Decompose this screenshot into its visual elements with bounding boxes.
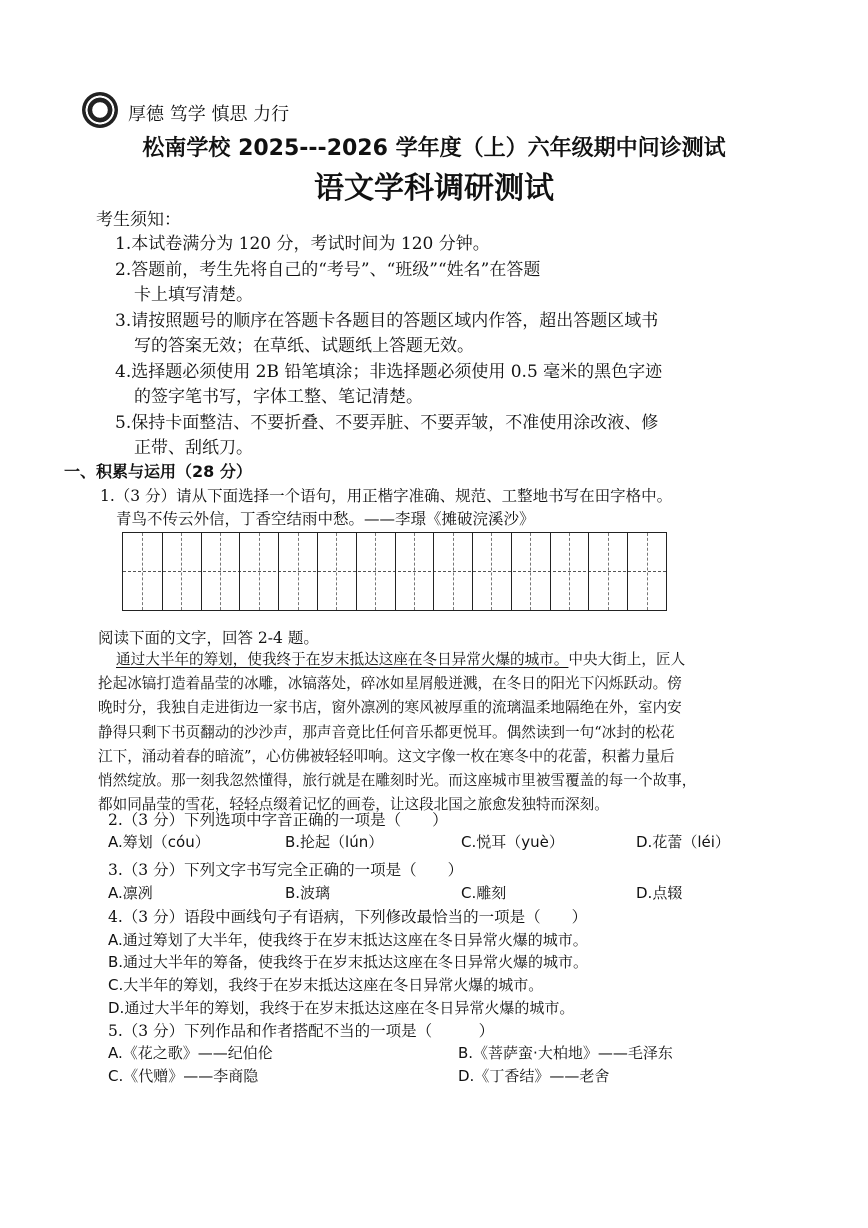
grid-cell-guide bbox=[220, 533, 221, 610]
reading-intro: 阅读下面的文字，回答 2-4 题。 bbox=[98, 629, 319, 647]
passage-line: 晚时分，我独自走进街边一家书店，窗外凛冽的寒风被厚重的流璃温柔地隔绝在外，室内安 bbox=[98, 699, 682, 717]
school-motto: 厚德 笃学 慎思 力行 bbox=[128, 104, 290, 125]
reading-passage bbox=[98, 648, 793, 817]
passage-line: 悄然绽放。那一刻我忽然懂得，旅行就是在雕刻时光。而这座城市里被雪覆盖的每一个故事， bbox=[98, 772, 697, 790]
q2-option-c[interactable]: C.悦耳（yuè） bbox=[461, 833, 564, 851]
question-1-stem: 1.（3 分）请从下面选择一个语句，用正楷字准确、规范、工整地书写在田字格中。 bbox=[100, 487, 673, 505]
notice-heading: 考生须知： bbox=[96, 210, 181, 230]
passage-line: 都如同晶莹的雪花，轻轻点缀着记忆的画卷，让这段北国之旅愈发独特而深刻。 bbox=[98, 796, 609, 814]
notice-line: 卡上填写清楚。 bbox=[134, 285, 253, 305]
q5-option-b[interactable]: B.《菩萨蛮·大柏地》——毛泽东 bbox=[458, 1044, 673, 1062]
notice-line: 正带、刮纸刀。 bbox=[134, 438, 253, 458]
question-3-stem: 3.（3 分）下列文字书写完全正确的一项是（ ） bbox=[108, 861, 464, 879]
question-2-stem: 2.（3 分）下列选项中字音正确的一项是（ ） bbox=[108, 811, 448, 829]
grid-cell-guide bbox=[453, 533, 454, 610]
school-logo bbox=[82, 92, 118, 128]
grid-cell-guide bbox=[142, 533, 143, 610]
grid-cell-guide bbox=[181, 533, 182, 610]
q3-option-d[interactable]: D.点辍 bbox=[636, 884, 683, 902]
q5-option-a[interactable]: A.《花之歌》——纪伯伦 bbox=[108, 1044, 273, 1062]
question-5-stem: 5.（3 分）下列作品和作者搭配不当的一项是（ ） bbox=[108, 1022, 495, 1040]
q2-option-b[interactable]: B.抡起（lún） bbox=[285, 833, 384, 851]
question-1-quote: 青鸟不传云外信，丁香空结雨中愁。——李璟《摊破浣溪沙》 bbox=[116, 510, 535, 528]
grid-cell-guide bbox=[259, 533, 260, 610]
q3-option-b[interactable]: B.波璃 bbox=[285, 884, 331, 902]
grid-cell-guide bbox=[375, 533, 376, 610]
notice-line: 3.请按照题号的顺序在答题卡各题目的答题区域内作答，超出答题区域书 bbox=[115, 311, 659, 331]
q4-option-b[interactable]: B.通过大半年的筹备，使我终于在岁末抵达这座在冬日异常火爆的城市。 bbox=[108, 953, 589, 971]
q5-option-c[interactable]: C.《代赠》——李商隐 bbox=[108, 1067, 259, 1085]
notice-line: 1.本试卷满分为 120 分，考试时间为 120 分钟。 bbox=[115, 234, 490, 254]
q5-option-d[interactable]: D.《丁香结》——老舍 bbox=[458, 1067, 610, 1085]
q3-option-c[interactable]: C.雕刻 bbox=[461, 884, 507, 902]
grid-cell-guide bbox=[569, 533, 570, 610]
notice-line: 5.保持卡面整洁、不要折叠、不要弄脏、不要弄皱，不准使用涂改液、修 bbox=[115, 413, 659, 433]
passage-line: 通过大半年的筹划，使我终于在岁末抵达这座在冬日异常火爆的城市。中央大街上，匠人 bbox=[98, 648, 793, 672]
notice-line: 4.选择题必须使用 2B 铅笔填涂；非选择题必须使用 0.5 毫米的黑色字迹 bbox=[115, 362, 663, 382]
underlined-sentence: 通过大半年的筹划，使我终于在岁末抵达这座在冬日异常火爆的城市。 bbox=[116, 651, 569, 668]
q4-option-c[interactable]: C.大半年的筹划，我终于在岁末抵达这座在冬日异常火爆的城市。 bbox=[108, 976, 544, 994]
grid-cell-guide bbox=[530, 533, 531, 610]
passage-line: 抡起冰镐打造着晶莹的冰雕，冰镐落处，碎冰如星屑般迸溅，在冬日的阳光下闪烁跃动。傍 bbox=[98, 675, 682, 693]
q2-option-a[interactable]: A.筹划（cóu） bbox=[108, 833, 210, 851]
q4-option-d[interactable]: D.通过大半年的筹划，我终于在岁末抵达这座在冬日异常火爆的城市。 bbox=[108, 999, 575, 1017]
q3-option-a[interactable]: A.凛冽 bbox=[108, 884, 153, 902]
grid-cell-guide bbox=[647, 533, 648, 610]
grid-cell-guide bbox=[298, 533, 299, 610]
writing-grid[interactable] bbox=[122, 532, 667, 611]
notice-line: 2.答题前，考生先将自己的“考号”、“班级”“姓名”在答题 bbox=[115, 260, 541, 280]
notice-line: 写的答案无效；在草纸、试题纸上答题无效。 bbox=[134, 336, 474, 356]
exam-title: 松南学校 2025---2026 学年度（上）六年级期中问诊测试 bbox=[142, 136, 726, 161]
section-heading: 一、积累与运用（28 分） bbox=[64, 462, 252, 481]
passage-line: 江下，涌动着春的暗流”，心仿佛被轻轻叩响。这文字像一枚在寒冬中的花蕾，积蓄力量后 bbox=[98, 747, 675, 765]
passage-line: 静得只剩下书页翻动的沙沙声，那声音竟比任何音乐都更悦耳。偶然读到一句“冰封的松花 bbox=[98, 723, 675, 741]
grid-cell-guide bbox=[491, 533, 492, 610]
q4-option-a[interactable]: A.通过筹划了大半年，使我终于在岁末抵达这座在冬日异常火爆的城市。 bbox=[108, 931, 588, 949]
notice-line: 的签字笔书写，字体工整、笔记清楚。 bbox=[134, 387, 423, 407]
q2-option-d[interactable]: D.花蕾（léi） bbox=[636, 833, 730, 851]
exam-subtitle: 语文学科调研测试 bbox=[314, 171, 554, 206]
grid-cell-guide bbox=[608, 533, 609, 610]
question-4-stem: 4.（3 分）语段中画线句子有语病，下列修改最恰当的一项是（ ） bbox=[108, 908, 588, 926]
grid-cell-guide bbox=[414, 533, 415, 610]
grid-cell-guide bbox=[336, 533, 337, 610]
